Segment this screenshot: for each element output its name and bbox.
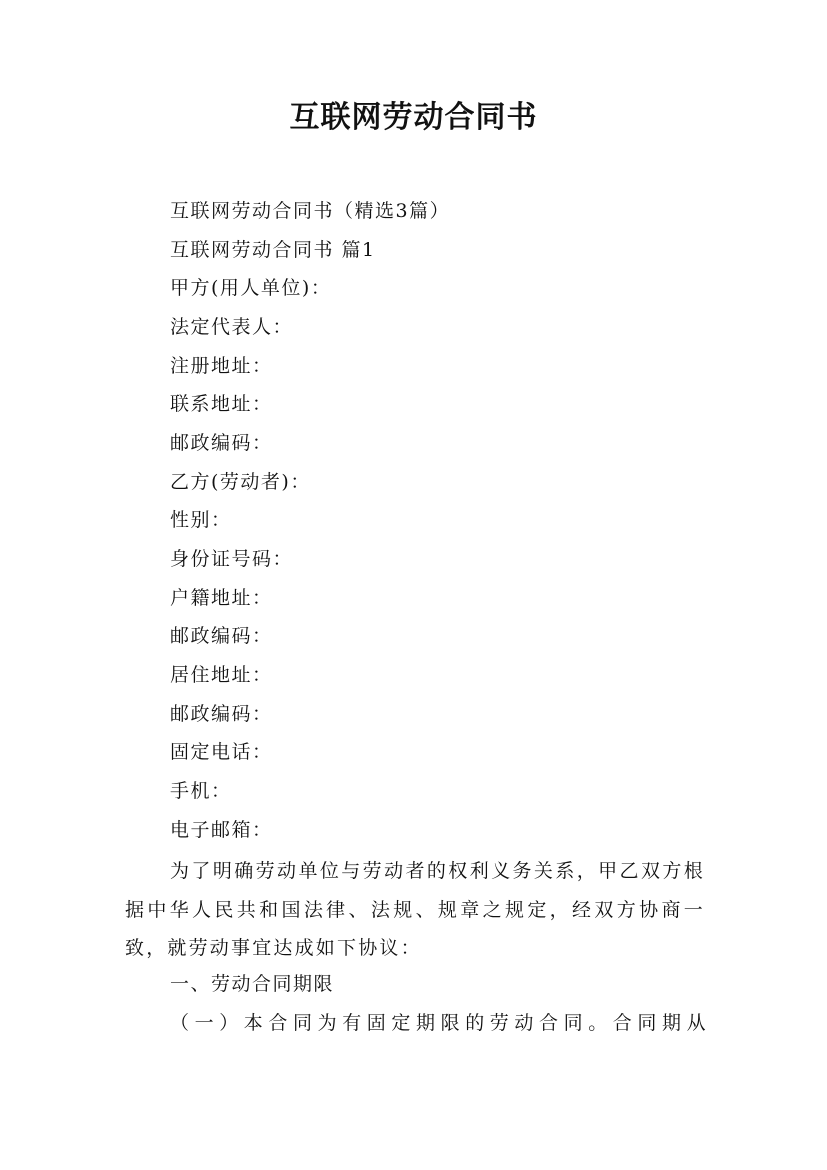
landline-label: 固定电话：: [170, 741, 273, 763]
clause-text: （一）本合同为有固定期限的劳动合同。合同期从: [170, 1012, 712, 1034]
party-a-label: 甲方(用人单位)：: [170, 277, 332, 299]
legal-representative-label: 法定代表人：: [170, 316, 294, 338]
contact-address-label: 联系地址：: [170, 393, 273, 415]
postal-code-label: 邮政编码：: [170, 432, 273, 454]
household-address-label: 户籍地址：: [170, 587, 273, 609]
email-label: 电子邮箱：: [170, 819, 273, 841]
gender-label: 性别：: [170, 509, 232, 531]
id-number-label: 身份证号码：: [170, 548, 294, 570]
document-title: 互联网劳动合同书: [289, 100, 538, 135]
registered-address-label: 注册地址：: [170, 355, 273, 377]
subtitle-line: 互联网劳动合同书（精选3篇）: [170, 200, 451, 222]
party-b-label: 乙方(劳动者)：: [170, 471, 311, 493]
residence-address-label: 居住地址：: [170, 664, 273, 686]
postal-code-label: 邮政编码：: [170, 703, 273, 725]
mobile-label: 手机：: [170, 780, 232, 802]
postal-code-label: 邮政编码：: [170, 625, 273, 647]
section-heading: 一、劳动合同期限: [170, 973, 335, 995]
section-label: 互联网劳动合同书 篇1: [170, 239, 376, 261]
preamble-paragraph: 为了明确劳动单位与劳动者的权利义务关系，甲乙双方根据中华人民共和国法律、法规、规章之规定，经双方协商一致，就劳动事宜达成如下协议：: [125, 860, 705, 960]
